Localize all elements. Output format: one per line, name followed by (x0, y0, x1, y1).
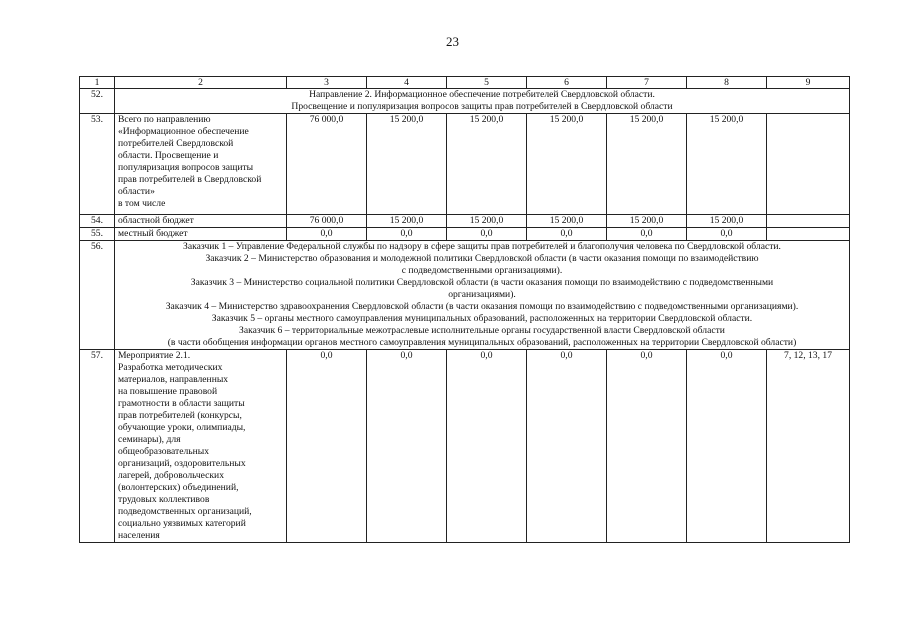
value-cell: 15 200,0 (607, 114, 687, 215)
row-name-line: обучающие уроки, олимпиады, (118, 422, 246, 433)
section-heading-line: Направление 2. Информационное обеспечение потребителей Свердловской области. (309, 89, 655, 100)
client-line: Заказчик 1 – Управление Федеральной службы по надзору в сфере защиты прав потребителей и благополучия человека по Свердловской области. (183, 241, 781, 252)
target-indicators-cell (767, 228, 850, 241)
value-cell: 0,0 (687, 350, 767, 543)
row-number: 56. (80, 241, 115, 350)
row-name-line: области. Просвещение и (118, 150, 219, 161)
client-line: Заказчик 2 – Министерство образования и молодежной политики Свердловской области (в части оказания помощи по взаимодействию (205, 253, 759, 264)
row-name-line: популяризация вопросов защиты (118, 162, 254, 173)
row-name (115, 350, 287, 543)
client-line: Заказчик 3 – Министерство социальной политики Свердловской области (в части оказания помощи по взаимодействию с подведомственными (190, 277, 774, 288)
value-cell: 15 200,0 (687, 114, 767, 215)
table-row (80, 228, 850, 241)
header-cell: 7 (607, 77, 687, 89)
target-indicators-cell (767, 114, 850, 215)
row-name-line: общеобразовательных (118, 446, 209, 457)
value-cell: 76 000,0 (287, 215, 367, 228)
value-cell: 0,0 (287, 228, 367, 241)
row-name-line: на повышение правовой (118, 386, 218, 397)
client-line: Заказчик 4 – Министерство здравоохранения Свердловской области (в части оказания помощи по взаимодействию с подведомственными организациями). (165, 301, 799, 312)
client-line: Заказчик 6 – территориальные межотраслевые исполнительные органы государственной власти Свердловской области (239, 325, 725, 336)
header-cell: 4 (367, 77, 447, 89)
row-name-line: области» (118, 186, 155, 197)
value-cell: 0,0 (527, 228, 607, 241)
row-name-line: Всего по направлению (118, 114, 211, 125)
row-name: местный бюджет (115, 228, 287, 241)
page-number: 23 (446, 34, 459, 49)
value-cell: 0,0 (527, 350, 607, 543)
row-name: областной бюджет (115, 215, 287, 228)
program-table (79, 76, 850, 543)
header-cell: 5 (447, 77, 527, 89)
header-cell: 6 (527, 77, 607, 89)
value-cell: 15 200,0 (447, 114, 527, 215)
client-line: с подведомственными организациями). (401, 265, 563, 276)
section-heading-line: Просвещение и популяризация вопросов защиты прав потребителей в Свердловской области (291, 101, 673, 112)
table-row (80, 350, 850, 543)
value-cell: 0,0 (287, 350, 367, 543)
value-cell: 15 200,0 (607, 215, 687, 228)
value-cell: 0,0 (367, 228, 447, 241)
row-number: 52. (80, 89, 115, 114)
value-cell: 15 200,0 (527, 215, 607, 228)
row-number: 54. (80, 215, 115, 228)
row-number: 55. (80, 228, 115, 241)
table-row (80, 89, 850, 114)
row-name-line: «Информационное обеспечение (118, 126, 249, 137)
row-number: 53. (80, 114, 115, 215)
table-row (80, 114, 850, 215)
row-name-line: прав потребителей в Свердловской (118, 174, 262, 185)
value-cell: 0,0 (607, 350, 687, 543)
value-cell: 0,0 (447, 350, 527, 543)
row-name-line: семинары), для (118, 434, 181, 445)
row-number: 57. (80, 350, 115, 543)
row-name-line: в том числе (118, 198, 166, 209)
row-name (115, 114, 287, 215)
row-name-line: организаций, оздоровительных (118, 458, 246, 469)
row-name-line: лагерей, добровольческих (118, 470, 224, 481)
client-line: (в части обобщения информации органов местного самоуправления муниципальных образований, расположенных на территории Свердловской области) (167, 337, 797, 348)
row-name-line: социально уязвимых категорий (118, 518, 246, 529)
header-cell: 3 (287, 77, 367, 89)
row-name-line: материалов, направленных (118, 374, 229, 385)
target-indicators-cell: 7, 12, 13, 17 (767, 350, 850, 543)
row-name-line: грамотности в области защиты (118, 398, 245, 409)
row-name-line: Разработка методических (118, 362, 223, 373)
value-cell: 0,0 (687, 228, 767, 241)
value-cell: 15 200,0 (367, 215, 447, 228)
header-cell: 9 (767, 77, 850, 89)
row-name-line: Мероприятие 2.1. (118, 350, 191, 361)
header-row (80, 77, 850, 89)
row-name-line: прав потребителей (конкурсы, (118, 410, 242, 421)
value-cell: 15 200,0 (447, 215, 527, 228)
row-name-line: населения (118, 530, 160, 541)
header-cell: 1 (80, 77, 115, 89)
value-cell: 0,0 (447, 228, 527, 241)
client-line: организациями). (448, 289, 516, 300)
row-name-line: потребителей Свердловской (118, 138, 234, 149)
value-cell: 15 200,0 (527, 114, 607, 215)
row-name-line: (волонтерских) объединений, (118, 482, 239, 493)
clients-block (115, 241, 850, 350)
header-cell: 8 (687, 77, 767, 89)
row-name-line: трудовых коллективов (118, 494, 210, 505)
row-name-line: подведомственных организаций, (118, 506, 252, 517)
section-heading (115, 89, 850, 114)
header-cell: 2 (115, 77, 287, 89)
client-line: Заказчик 5 – органы местного самоуправления муниципальных образований, расположенных на территории Свердловской области. (211, 313, 753, 324)
value-cell: 0,0 (607, 228, 687, 241)
target-indicators-cell (767, 215, 850, 228)
value-cell: 15 200,0 (687, 215, 767, 228)
value-cell: 76 000,0 (287, 114, 367, 215)
table-row (80, 241, 850, 350)
value-cell: 15 200,0 (367, 114, 447, 215)
value-cell: 0,0 (367, 350, 447, 543)
table-row (80, 215, 850, 228)
